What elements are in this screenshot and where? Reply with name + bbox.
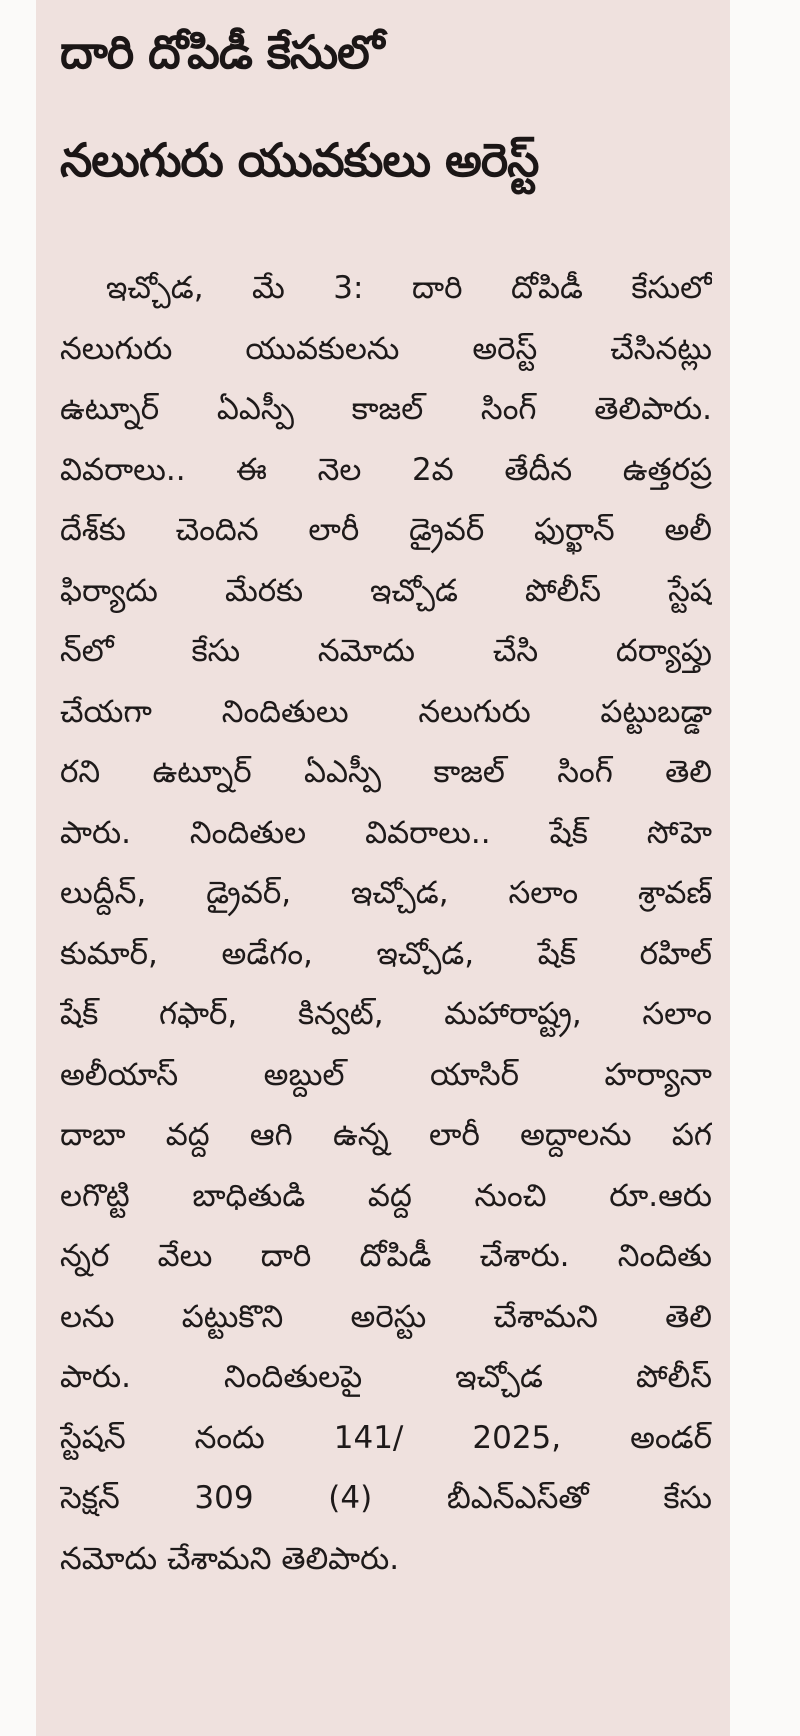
body-line: లగొట్టి బాధితుడి వద్ద నుంచి రూ.ఆరు (60, 1177, 712, 1214)
body-line: రని ఉట్నూర్ ఏఎస్పీ కాజల్ సింగ్ తెలి (60, 754, 712, 790)
body-line: దేశ్‌కు చెందిన లారీ డ్రైవర్ ఫుర్ఖాన్ అలీ (60, 512, 712, 548)
left-margin (0, 0, 36, 1736)
body-line: వివరాలు.. ఈ నెల 2వ తేదీన ఉత్తరప్ర (60, 451, 712, 488)
body-line: ఇచ్చోడ, మే 3: దారి దోపిడీ కేసులో (106, 270, 712, 306)
body-line: చేయగా నిందితులు నలుగురు పట్టుబడ్డా (60, 693, 712, 730)
body-line: ఉట్నూర్ ఏఎస్పీ కాజల్ సింగ్ తెలిపారు. (60, 391, 712, 427)
body-line: నలుగురు యువకులను అరెస్ట్ చేసినట్లు (60, 330, 712, 367)
body-line: అలీయాస్ అబ్దుల్ యాసిర్ హర్యానా (60, 1056, 712, 1093)
body-line: లను పట్టుకొని అరెస్టు చేశామని తెలి (60, 1298, 712, 1335)
body-line: షేక్ గఫార్, కిన్వట్, మహారాష్ట్ర, సలాం (60, 996, 712, 1032)
body-line: న్‌లో కేసు నమోదు చేసి దర్యాప్తు (60, 633, 712, 669)
right-margin (730, 0, 800, 1736)
body-line: స్టేషన్ నందు 141/ 2025, అండర్ (60, 1419, 712, 1456)
body-line: దాబా వద్ద ఆగి ఉన్న లారీ అద్దాలను పగ (60, 1117, 712, 1153)
body-line: పారు. నిందితులపై ఇచ్చోడ పోలీస్ (60, 1359, 712, 1395)
body-line: ఫిర్యాదు మేరకు ఇచ్చోడ పోలీస్ స్టేష (60, 572, 712, 609)
body-line: పారు. నిందితుల వివరాలు.. షేక్ సోహె (60, 814, 712, 851)
body-line: లుద్దీన్, డ్రైవర్, ఇచ్చోడ, సలాం శ్రావణ్ (60, 875, 712, 911)
headline-line-1: దారి దోపిడీ కేసులో (60, 25, 384, 79)
article-body (60, 258, 712, 1589)
body-line: న్నర వేలు దారి దోపిడీ చేశారు. నిందితు (60, 1238, 712, 1274)
body-line: కుమార్, అడేగం, ఇచ్చోడ, షేక్ రహిల్ (60, 935, 712, 972)
body-line: సెక్షన్ 309 (4) బీఎన్ఎస్‌తో కేసు (60, 1480, 712, 1516)
headline-line-2: నలుగురు యువకులు అరెస్ట్ (60, 133, 539, 187)
body-line: నమోదు చేశామని తెలిపారు. (60, 1540, 400, 1577)
